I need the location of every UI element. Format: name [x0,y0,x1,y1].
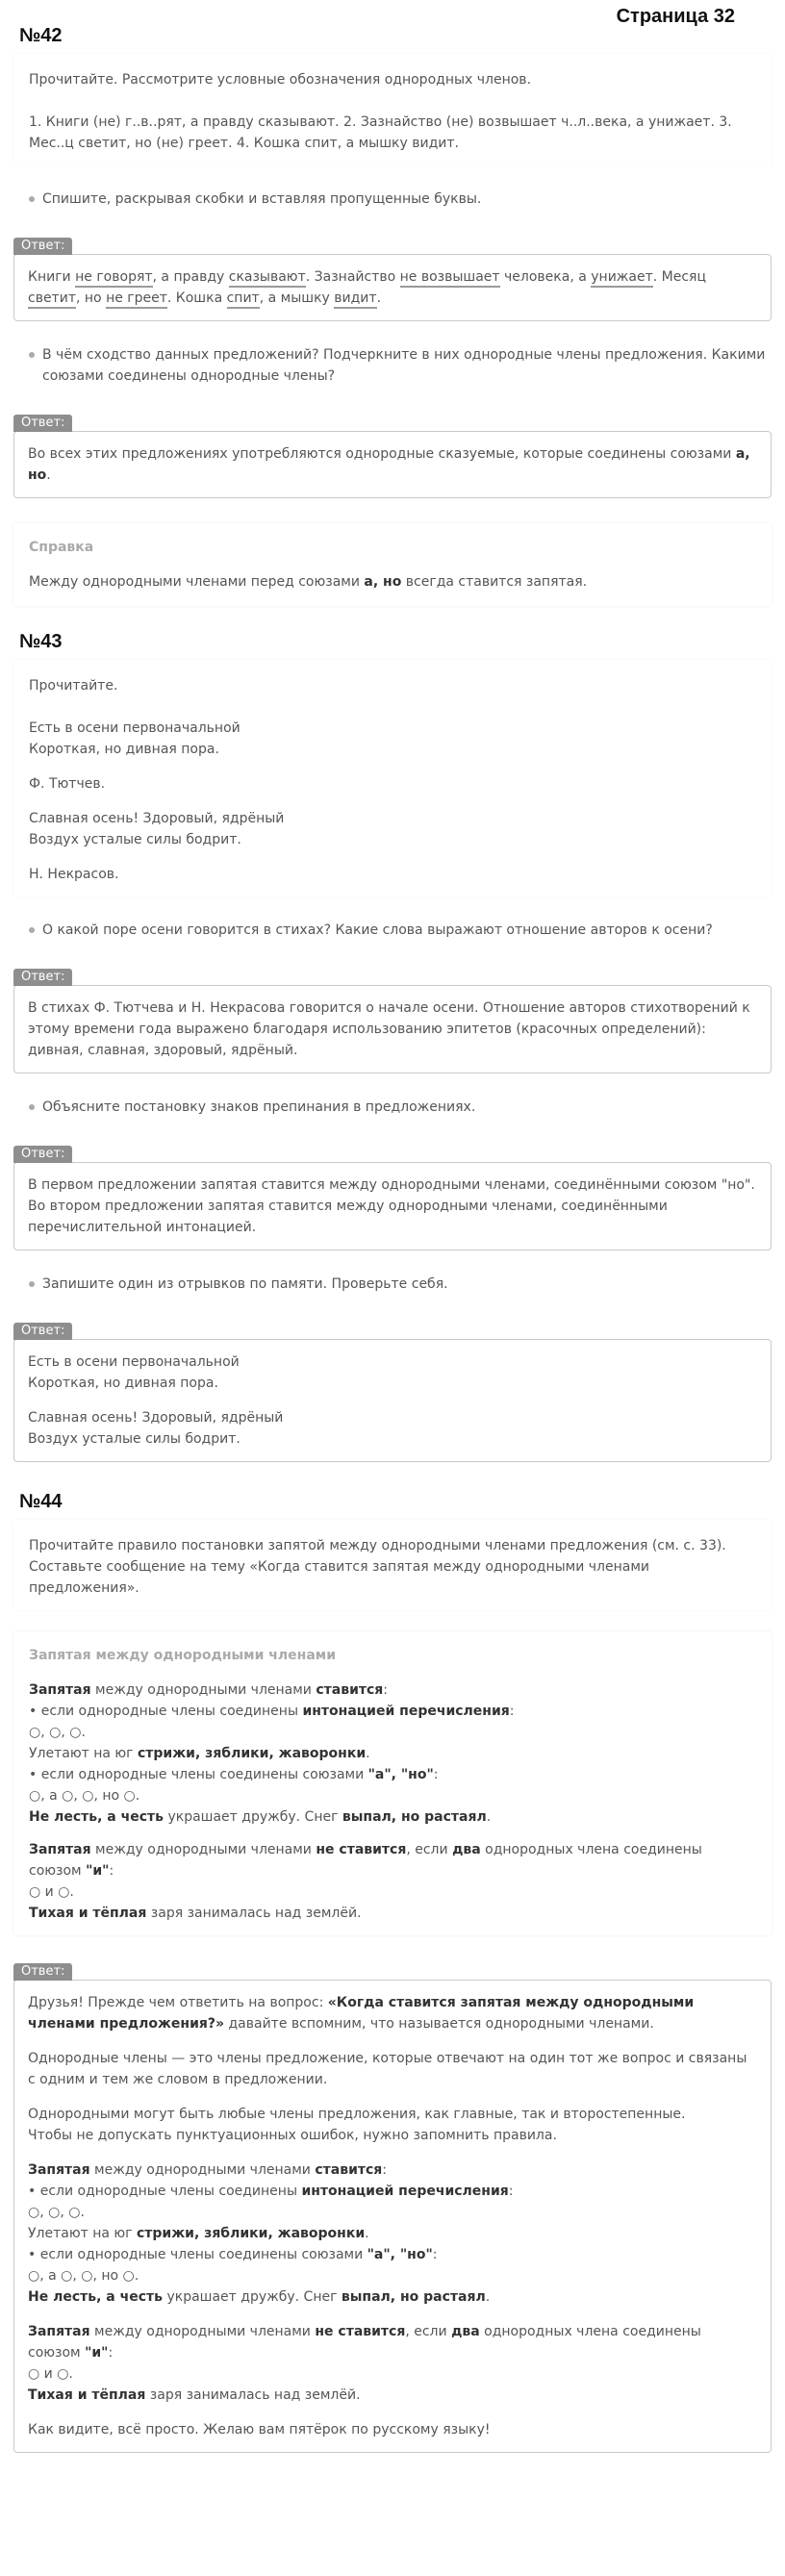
text-run: между однородными членами [90,1682,317,1698]
rule-title: Запятая между однородными членами [29,1648,337,1663]
text-run: давайте вспомним, что называется однородными членами. [224,2016,654,2032]
exercise-number: №42 [19,25,63,46]
text-run: . [376,290,382,306]
answer-paragraph [28,2159,757,2308]
bold-run: интонацией перечисления [301,2184,509,2199]
bold-run: не ставится [316,1842,407,1857]
bold-run: "а", "но" [367,2247,433,2262]
text-run: , но [75,290,107,306]
page-number: Страница 32 [616,6,735,27]
rule-line [28,2321,757,2363]
text-run: Улетают на юг [29,1746,138,1761]
bold-run: а, но [364,574,402,590]
text-run: Улетают на юг [28,2226,137,2241]
poem-line: Воздух усталые силы бодрит. [28,1431,241,1447]
text-run: • если однородные члены соединены [28,2184,302,2199]
text-run: . Кошка [166,290,227,306]
text-run: однородных члена соединены союзом [29,1842,702,1879]
rule-line [29,1903,756,1924]
text-run: : [383,1682,389,1698]
bold-run: не ставится [315,2324,406,2339]
exercise-44 [13,1491,772,2453]
text-run: . [365,2226,369,2241]
answer-block [13,1960,772,2453]
rule-line [29,1764,756,1785]
text-run: : [509,1704,515,1719]
scheme-line: ○, ○, ○. [28,2205,85,2220]
poem-line: Славная осень! Здоровый, ядрёный [29,811,285,826]
text-run: Друзья! Прежде чем ответить на вопрос: [28,1995,328,2010]
answer-block [13,1143,772,1250]
text-run: • если однородные члены соединены союзами [29,1767,368,1782]
task-item: Запишите один из отрывков по памяти. Проверьте себя. [29,1274,772,1295]
reference-title: Справка [29,540,94,555]
poem-excerpt [28,1351,757,1394]
task-list [13,920,772,941]
answer-block [13,1320,772,1462]
answer-label: Ответ: [13,1963,72,1981]
text-run: однородных члена соединены союзом [28,2324,701,2361]
text-run: Книги [28,269,76,285]
answer-label: Ответ: [13,238,72,255]
text-run: : [433,1767,439,1782]
text-run: заря занималась над землёй. [145,2387,361,2403]
bold-run: стрижи, зяблики, жаворонки [137,2226,366,2241]
text-run: Во всех этих предложениях употребляются однородные сказуемые, которые соединены союзами [28,446,736,462]
exercise-intro: Прочитайте правило постановки запятой между однородными членами предложения (см. с. 33). Составьте сообщение на тему «Когда ставится запятая между однородными членами предложения». [29,1538,726,1596]
answer-text [28,266,757,309]
rule-line [29,1839,756,1881]
answer-block [13,966,772,1073]
bold-run: «Когда ставится запятая между однородными членами предложения?» [28,1995,695,2032]
underlined-predicate: спит [227,290,260,309]
text-run: . [366,1746,370,1761]
bold-run: Не лесть, а честь [28,2289,163,2305]
text-run: человека, а [499,269,592,285]
rule-line [29,1679,756,1701]
poem-excerpt [29,718,756,760]
bold-run: Тихая и тёплая [28,2387,146,2403]
poem-line: Есть в осени первоначальной [29,720,241,736]
bold-run: ставится [316,1682,384,1698]
answer-text: В стихах Ф. Тютчева и Н. Некрасова говорится о начале осени. Отношение авторов стихотворений к этому времени года выражено благодаря использованию эпитетов (красочных определений): дивная, славная, здоровый, ядрёный. [28,1000,750,1058]
task-list [13,1097,772,1118]
poem-author: Ф. Тютчев. [29,776,106,792]
text-run: . [486,1809,492,1825]
scheme-line: ○ и ○. [29,1884,74,1900]
text-run: , если [405,2324,452,2339]
text-run: , если [406,1842,453,1857]
text-run: . Месяц [652,269,707,285]
underlined-predicate: унижает [591,269,653,288]
exercise-43 [13,631,772,1462]
exercise-text-card [13,660,772,897]
answer-line: Чтобы не допускать пунктуационных ошибок, нужно запомнить правила. [28,2128,557,2143]
rule-paragraph [29,1839,756,1924]
underlined-predicate: светит [28,290,76,309]
answer-box [13,1162,772,1250]
task-item: Объясните постановку знаков препинания в предложениях. [29,1097,772,1118]
poem-line: Славная осень! Здоровый, ядрёный [28,1410,284,1426]
task-list [13,344,772,387]
bold-run: "и" [85,2345,109,2361]
scheme-line: ○, а ○, ○, но ○. [28,2268,139,2284]
exercise-number: №43 [19,631,63,652]
text-run: • если однородные члены соединены союзами [28,2247,367,2262]
text-run: : [432,2247,438,2262]
text-run: , а правду [152,269,229,285]
task-list [13,1274,772,1295]
text-run: : [109,1863,114,1879]
poem-line: Короткая, но дивная пора. [29,742,219,757]
bold-run: выпал, но растаял [342,1809,487,1825]
bold-run: выпал, но растаял [341,2289,486,2305]
text-run: . [485,2289,491,2305]
underlined-predicate: не говорят [75,269,152,288]
text-run: украшает дружбу. Снег [164,1809,342,1825]
rule-line [28,2286,757,2308]
rule-line [29,1743,756,1764]
rule-line [29,1806,756,1828]
answer-label: Ответ: [13,1323,72,1340]
task-list [13,189,772,210]
text-run: украшает дружбу. Снег [163,2289,342,2305]
answer-box [13,1339,772,1462]
text-run: . Зазнайство [305,269,400,285]
rule-paragraph [29,1679,756,1828]
reference-box [13,523,772,606]
answer-box [13,985,772,1073]
answer-line: Во втором предложении запятая ставится между однородными членами, соединёнными перечислительной интонацией. [28,1199,668,1235]
task-item: О какой поре осени говорится в стихах? Какие слова выражают отношение авторов к осени? [29,920,772,941]
rule-line [28,2159,757,2181]
rule-line [28,2223,757,2244]
text-run: • если однородные члены соединены [29,1704,303,1719]
poem-line: Воздух усталые силы бодрит. [29,832,241,847]
bold-run: Запятая [28,2162,90,2178]
answer-label: Ответ: [13,969,72,986]
underlined-predicate: не возвышает [400,269,500,288]
reference-text [29,571,756,593]
rule-line [28,2244,757,2265]
poem-line: Короткая, но дивная пора. [28,1376,218,1391]
exercise-text: 1. Книги (не) г..в..рят, а правду сказывают. 2. Зазнайство (не) возвышает ч..л..века, а унижает. 3. Мес..ц светит, но (не) греет. 4. Кошка спит, а мышку видит. [29,114,732,151]
underlined-predicate: видит [334,290,376,309]
rule-box [13,1631,772,1935]
answer-label: Ответ: [13,1146,72,1163]
bold-run: Запятая [28,2324,90,2339]
scheme-line: ○, а ○, ○, но ○. [29,1788,140,1804]
answer-box [13,431,772,498]
text-run: : [108,2345,114,2361]
text-run: между однородными членами [89,2162,316,2178]
exercise-number: №44 [19,1491,63,1512]
bold-run: ставится [315,2162,383,2178]
answer-paragraph [28,2104,757,2146]
text-run: всегда ставится запятая. [401,574,588,590]
poem-excerpt [29,808,756,850]
answer-box [13,1980,772,2453]
bold-run: интонацией перечисления [302,1704,510,1719]
bold-run: "а", "но" [367,1767,434,1782]
exercise-intro: Прочитайте. [29,678,118,694]
bold-run: стрижи, зяблики, жаворонки [138,1746,367,1761]
answer-paragraph [28,2321,757,2406]
answer-block [13,235,772,321]
scheme-line: ○ и ○. [28,2366,73,2382]
rule-line [28,2181,757,2202]
task-item: В чём сходство данных предложений? Подчеркните в них однородные члены предложения. Какими союзами соединены однородные члены? [29,344,772,387]
text-run: между однородными членами [90,1842,317,1857]
answer-box [13,254,772,321]
text-run: Между однородными членами перед союзами [29,574,365,590]
answer-block [13,412,772,498]
bold-run: "и" [86,1863,110,1879]
exercise-42 [13,0,772,606]
bold-run: два [452,1842,481,1857]
bold-run: а, но [28,446,750,483]
exercise-intro: Прочитайте. Рассмотрите условные обозначения однородных членов. [29,72,532,88]
text-run: . [46,467,51,483]
poem-line: Есть в осени первоначальной [28,1354,240,1370]
bold-run: Тихая и тёплая [29,1906,147,1921]
task-item: Спишите, раскрывая скобки и вставляя пропущенные буквы. [29,189,772,210]
answer-paragraph: Как видите, всё просто. Желаю вам пятёрок по русскому языку! [28,2422,491,2437]
bold-run: Запятая [29,1842,91,1857]
rule-line [28,2385,757,2406]
text-run: : [508,2184,514,2199]
scheme-line: ○, ○, ○. [29,1725,86,1740]
answer-paragraph: Однородные члены — это члены предложение, которые отвечают на один тот же вопрос и связаны с одним и тем же словом в предложении. [28,2051,747,2087]
bold-run: Запятая [29,1682,91,1698]
answer-label: Ответ: [13,415,72,432]
text-run: , а мышку [259,290,335,306]
rule-line [29,1701,756,1722]
bold-run: Не лесть, а честь [29,1809,164,1825]
exercise-text-card [13,1520,772,1610]
poem-excerpt [28,1407,757,1450]
poem-author: Н. Некрасов. [29,867,119,882]
answer-line: Однородными могут быть любые члены предложения, как главные, так и второстепенные. [28,2107,686,2122]
exercise-text-card [13,54,772,165]
bold-run: два [451,2324,480,2339]
text-run: между однородными членами [89,2324,316,2339]
underlined-predicate: сказывают [229,269,306,288]
answer-line: В первом предложении запятая ставится между однородными членами, соединёнными союзом "но". [28,1177,755,1193]
answer-text [28,443,757,486]
text-run: : [382,2162,388,2178]
text-run: заря занималась над землёй. [146,1906,362,1921]
answer-paragraph [28,1992,757,2034]
underlined-predicate: не греет [106,290,167,309]
answer-text [28,1174,757,1238]
